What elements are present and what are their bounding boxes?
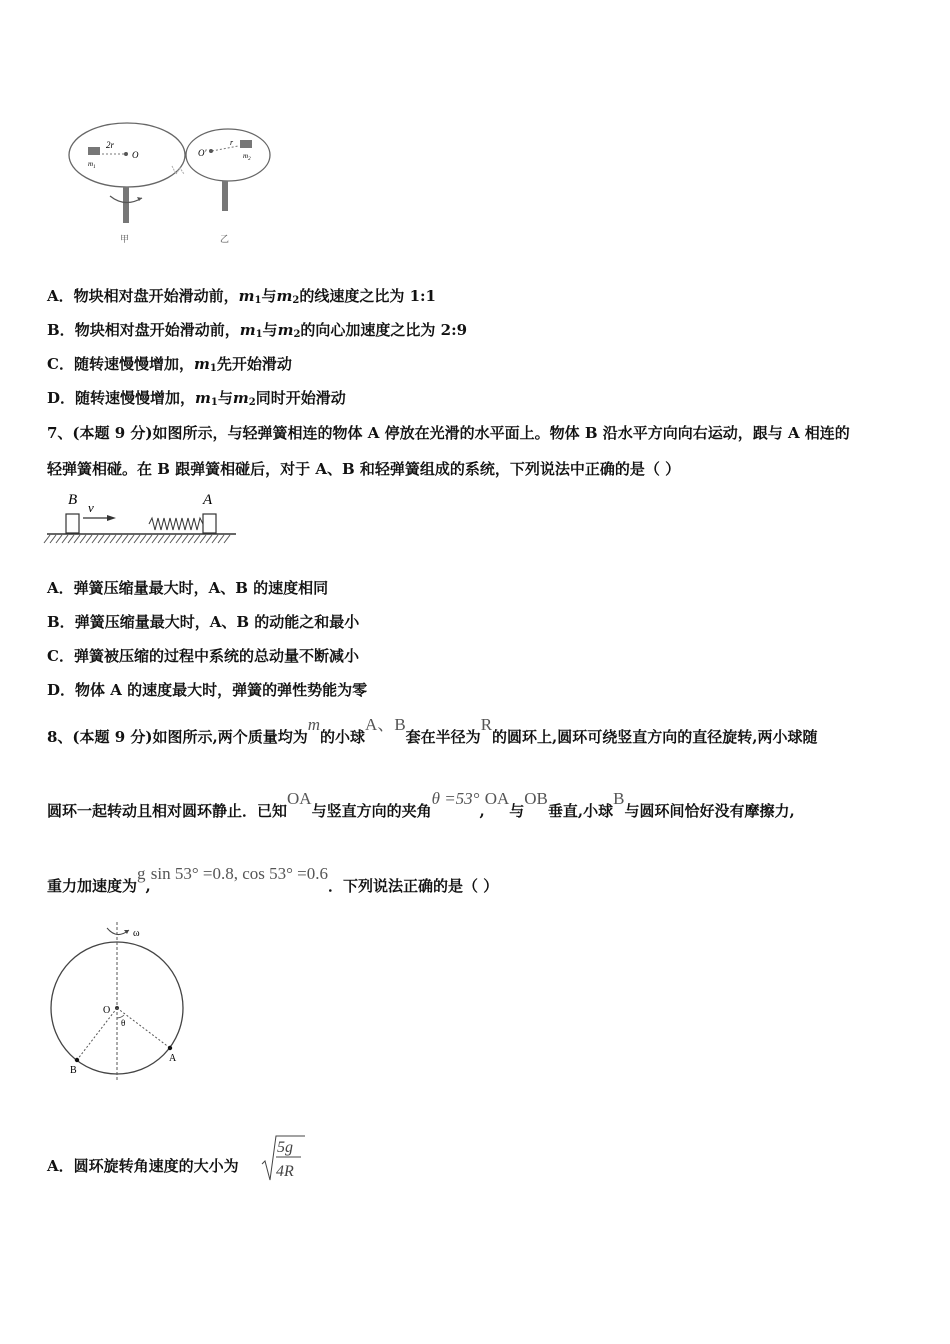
block-b	[66, 514, 79, 533]
segment-ob	[77, 1008, 117, 1060]
ground-hatch	[176, 535, 182, 543]
q7-option-c: C．弹簧被压缩的过程中系统的总动量不断减小	[47, 647, 359, 665]
fraction-denominator: 4R	[276, 1163, 294, 1180]
ground-hatch	[218, 535, 224, 543]
q8-stem-line3: 重力加速度为g,sin 53° =0.8, cos 53° =0.6．下列说法正确的是（ ）	[47, 864, 499, 895]
ground-hatch	[92, 535, 98, 543]
ground-hatch	[140, 535, 146, 543]
ground-hatch	[134, 535, 140, 543]
label-o: O	[103, 1005, 111, 1016]
ground-hatch	[170, 535, 176, 543]
ground-hatch	[206, 535, 212, 543]
label-m2: $m_2$	[243, 152, 251, 162]
ground-hatch	[152, 535, 158, 543]
center-o	[124, 152, 128, 156]
ground-hatch	[80, 535, 86, 543]
label-v: v	[88, 500, 94, 515]
ground-hatch	[122, 535, 128, 543]
label-a: A	[203, 492, 213, 508]
q7-option-d: D．物体 A 的速度最大时，弹簧的弹性势能为零	[47, 681, 368, 699]
label-o: O	[132, 150, 139, 160]
label-yi: 乙	[220, 234, 230, 244]
ground-hatch	[98, 535, 104, 543]
label-omega: ω	[133, 928, 140, 939]
q6-option-c: C．随转速慢慢增加，$m_1$先开始滑动	[47, 355, 292, 374]
segment-oa	[117, 1008, 170, 1048]
label-jia: 甲	[120, 234, 130, 244]
ball-b	[75, 1058, 79, 1062]
ground-hatch	[44, 535, 50, 543]
q7-figure	[46, 488, 246, 546]
label-2r: 2r	[106, 140, 115, 150]
label-r: r	[230, 138, 234, 147]
ball-a	[168, 1046, 172, 1050]
q6-option-b: B．物块相对盘开始滑动前，$m_1$与$m_2$的向心加速度之比为 2:9	[47, 321, 468, 340]
q8-figure	[45, 920, 195, 1085]
center-o-prime	[209, 149, 213, 153]
q7-stem-line1: 7、(本题 9 分)如图所示，与轻弹簧相连的物体 A 停放在光滑的水平面上。物体 B 沿水平方向向右运动，跟与 A 相连的	[47, 424, 850, 442]
label-o-prime: O′	[198, 148, 207, 158]
label-a: A	[169, 1053, 177, 1064]
ground-hatch	[104, 535, 110, 543]
ground-hatch	[212, 535, 218, 543]
q6-option-d: D．随转速慢慢增加，$m_1$与$m_2$同时开始滑动	[47, 389, 346, 408]
fraction-numerator: 5g	[277, 1139, 293, 1156]
ground-hatch	[164, 535, 170, 543]
shaft-jia	[123, 187, 129, 223]
label-theta: θ	[121, 1018, 126, 1028]
ground-hatch	[224, 535, 230, 543]
ground-hatch	[116, 535, 122, 543]
ground-hatch	[74, 535, 80, 543]
q8-option-a-sqrt	[261, 1134, 311, 1184]
ground-hatch	[158, 535, 164, 543]
q7-stem-line2: 轻弹簧相碰。在 B 跟弹簧相碰后，对于 A、B 和轻弹簧组成的系统，下列说法中正确的是（ ）	[47, 460, 681, 478]
ground-hatch	[110, 535, 116, 543]
block-m2	[240, 140, 252, 148]
label-b: B	[68, 492, 78, 508]
q8-stem-line1: 8、(本题 9 分)如图所示,两个质量均为m的小球A、B套在半径为R的圆环上,圆环可绕竖直方向的直径旋转,两小球随	[47, 715, 818, 746]
label-m1: $m_1$	[88, 160, 96, 170]
ground-hatch	[86, 535, 92, 543]
ground-hatch	[50, 535, 56, 543]
shaft-yi	[222, 181, 228, 211]
ground-hatch	[62, 535, 68, 543]
label-b: B	[70, 1065, 77, 1076]
block-a	[203, 514, 216, 533]
ground-hatch	[200, 535, 206, 543]
ground-hatch	[128, 535, 134, 543]
q8-stem-line2: 圆环一起转动且相对圆环静止．已知OA与竖直方向的夹角θ =53°,OA与OB垂直,小球B与圆环间恰好没有摩擦力,	[47, 789, 795, 820]
ground-hatch	[182, 535, 188, 543]
q7-option-a: A．弹簧压缩量最大时，A、B 的速度相同	[47, 579, 329, 597]
q6-option-a: A．物块相对盘开始滑动前，$m_1$与$m_2$的线速度之比为 1:1	[47, 287, 436, 306]
spring	[149, 518, 203, 530]
ground-hatch	[68, 535, 74, 543]
ground-hatch	[188, 535, 194, 543]
q6-figure	[60, 118, 280, 248]
ground-hatch	[194, 535, 200, 543]
ground-hatch	[146, 535, 152, 543]
q8-option-a: A．圆环旋转角速度的大小为	[47, 1157, 239, 1175]
block-m1	[88, 147, 100, 155]
q7-option-b: B．弹簧压缩量最大时，A、B 的动能之和最小	[47, 613, 360, 631]
ground-hatch	[56, 535, 62, 543]
